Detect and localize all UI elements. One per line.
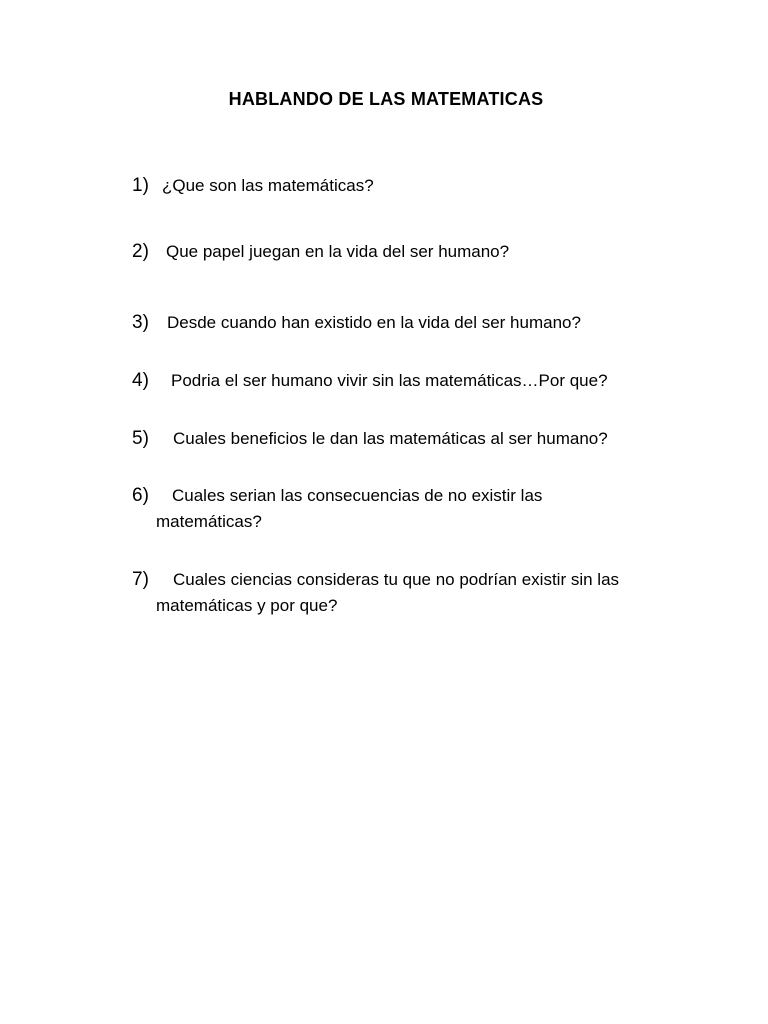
question-6	[132, 483, 692, 535]
question-3	[132, 310, 692, 336]
question-text: Cuales ciencias consideras tu que no podrían existir sin las	[173, 570, 620, 589]
question-2	[132, 239, 692, 265]
question-number: 7)	[132, 569, 149, 590]
question-number: 5)	[132, 428, 149, 449]
question-text: ¿Que son las matemáticas?	[162, 176, 374, 195]
question-text: Que papel juegan en la vida del ser humano?	[166, 242, 510, 261]
question-1	[132, 173, 692, 199]
question-text-continuation: matemáticas?	[156, 512, 262, 531]
question-text: Cuales beneficios le dan las matemáticas al ser humano?	[173, 429, 608, 448]
question-7	[132, 567, 692, 619]
question-text: Cuales serian las consecuencias de no existir las	[172, 486, 543, 505]
question-number: 2)	[132, 241, 149, 262]
question-number: 4)	[132, 370, 149, 391]
question-text: Podria el ser humano vivir sin las matemáticas…Por que?	[171, 371, 608, 390]
question-number: 6)	[132, 485, 149, 506]
question-number: 3)	[132, 312, 149, 333]
question-number: 1)	[132, 175, 149, 196]
question-text: Desde cuando han existido en la vida del ser humano?	[167, 313, 581, 332]
question-5	[132, 426, 692, 452]
page-title: HABLANDO DE LAS MATEMATICAS	[228, 89, 544, 109]
question-4	[132, 368, 692, 394]
question-text-continuation: matemáticas y por que?	[156, 596, 338, 615]
